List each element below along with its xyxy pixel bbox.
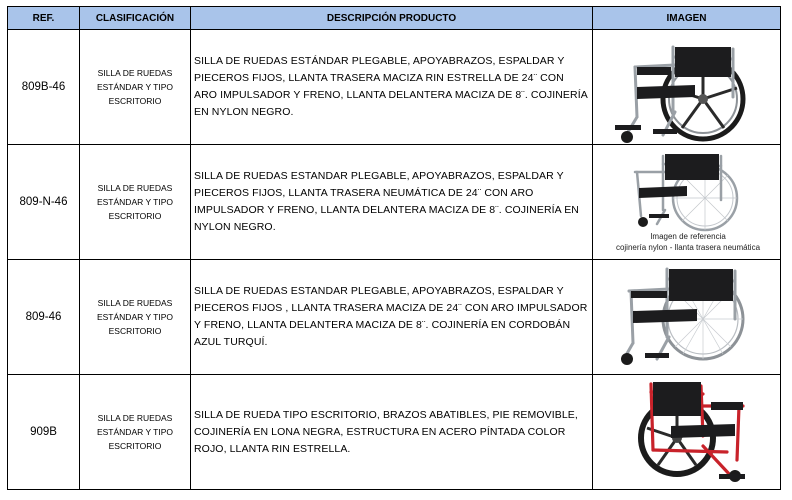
product-image-cell [593,30,781,145]
product-classification: SILLA DE RUEDAS ESTÁNDAR Y TIPO ESCRITORIO [80,145,191,260]
image-caption-line2: cojinería nylon - llanta trasera neumática [615,243,761,252]
product-image-cell [593,375,781,490]
product-ref: 809B-46 [8,30,80,145]
product-ref: 909B [8,375,80,490]
header-classification: CLASIFICACIÓN [80,7,191,30]
product-table [7,6,781,490]
product-description: SILLA DE RUEDAS ESTÁNDAR PLEGABLE, APOYABRAZOS, ESPALDAR Y PIECEROS FIJOS, LLANTA TRASERA MACIZA RIN ESTRELLA DE 24¨ CON ARO IMPULSADOR Y FRENO, LLANTA DELANTERA MACIZA DE 8¨. COJINERÍA EN NYLON NEGRO. [191,30,593,145]
product-classification: SILLA DE RUEDAS ESTÁNDAR Y TIPO ESCRITORIO [80,30,191,145]
table-row [8,30,781,145]
product-image-cell [593,145,781,260]
wheelchair-spoke-icon [593,261,783,373]
table-row [8,260,781,375]
table-header-row [8,7,781,30]
wheelchair-black-star-rim-icon [593,31,783,143]
header-ref: REF. [8,7,80,30]
header-image: IMAGEN [593,7,781,30]
product-classification: SILLA DE RUEDAS ESTÁNDAR Y TIPO ESCRITORIO [80,260,191,375]
header-description: DESCRIPCIÓN PRODUCTO [191,7,593,30]
wheelchair-red-frame-icon [593,376,783,488]
product-ref: 809-N-46 [8,145,80,260]
image-caption-line1: Imagen de referencia [650,232,726,241]
product-image-cell [593,260,781,375]
product-description: SILLA DE RUEDAS ESTANDAR PLEGABLE, APOYABRAZOS, ESPALDAR Y PIECEROS FIJOS , LLANTA TRASERA MACIZA DE 24¨ CON ARO IMPULSADOR Y FRENO, LLANTA DELANTERA MACIZA DE 8¨. COJINERÍA EN CORDOBÁN AZUL TURQUÍ. [191,260,593,375]
product-description: SILLA DE RUEDA TIPO ESCRITORIO, BRAZOS ABATIBLES, PIE REMOVIBLE, COJINERÍA EN LONA NEGRA, ESTRUCTURA EN ACERO PÍNTADA COLOR ROJO, LLANTA RIN ESTRELLA. [191,375,593,490]
product-catalog [7,6,781,490]
product-classification: SILLA DE RUEDAS ESTÁNDAR Y TIPO ESCRITORIO [80,375,191,490]
table-row [8,375,781,490]
product-ref: 809-46 [8,260,80,375]
table-row [8,145,781,260]
product-description: SILLA DE RUEDAS ESTANDAR PLEGABLE, APOYABRAZOS, ESPALDAR Y PIECEROS FIJOS, LLANTA TRASERA NEUMÁTICA DE 24¨ CON ARO IMPULSADOR Y FRENO, LLANTA DELANTERA MACIZA DE 8¨. COJINERÍA EN NYLON NEGRO. [191,145,593,260]
